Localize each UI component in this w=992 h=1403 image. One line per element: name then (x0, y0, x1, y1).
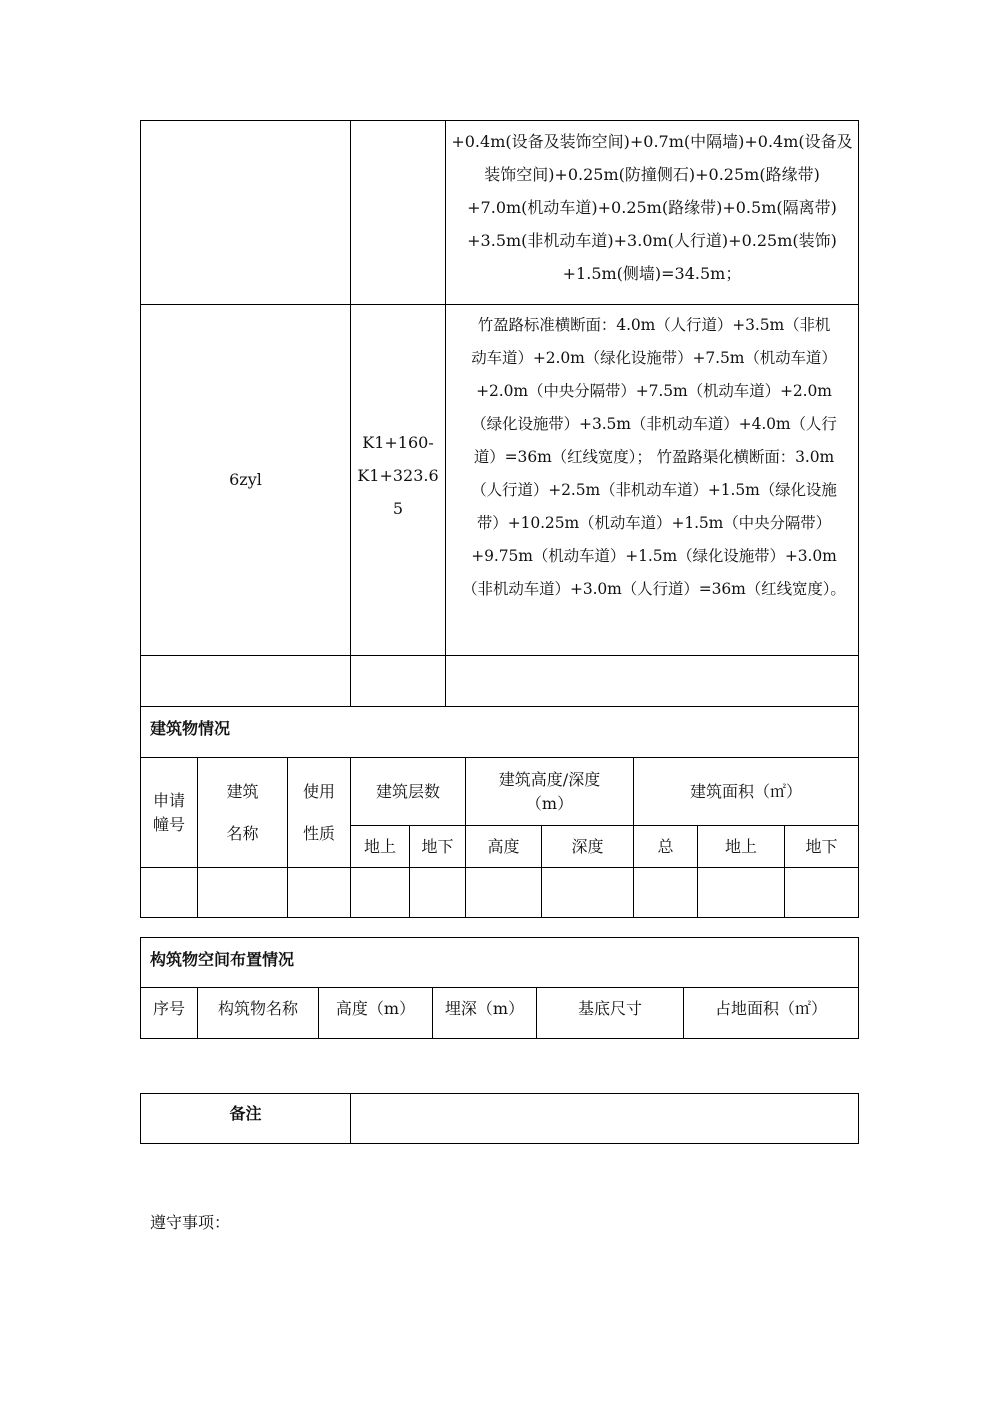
structure-header-height: 高度（m） (335, 999, 416, 1018)
row2-id: 6zyl (229, 470, 262, 489)
header-line: 使用 (302, 781, 335, 801)
row2-desc-line: 竹盈路标准横断面：4.0m（人行道）+3.5m（非机 (477, 316, 831, 334)
structure-header-name: 构筑物名称 (217, 999, 298, 1018)
row2-desc-line: +9.75m（机动车道）+1.5m（绿化设施带）+3.0m (471, 547, 837, 565)
floors-above-header: 地上 (363, 836, 396, 856)
row2-desc-line: （非机动车道）+3.0m（人行道）=36m（红线宽度）。 (462, 580, 846, 598)
header-line: 性质 (302, 823, 335, 843)
structure-header-depth: 埋深（m） (444, 999, 525, 1018)
structure-header-seq: 序号 (152, 999, 185, 1018)
depth-header: 深度 (571, 836, 604, 856)
header-line: 名称 (226, 823, 259, 843)
row2-desc-line: （绿化设施带）+3.5m（非机动车道）+4.0m（人行 (471, 415, 837, 433)
row2-desc-line: 带）+10.25m（机动车道）+1.5m（中央分隔带） (476, 514, 832, 532)
structure-section-title: 构筑物空间布置情况 (150, 950, 295, 969)
header-line: 建筑 (226, 781, 259, 801)
row2-description (446, 309, 862, 606)
row1-desc-line: +0.4m(设备及装饰空间)+0.7m(中隔墙)+0.4m(设备及 (451, 132, 853, 151)
floors-below-header: 地下 (421, 836, 454, 856)
area-above-header: 地上 (724, 836, 757, 856)
floors-header: 建筑层数 (375, 781, 440, 801)
row1-desc-line: +3.5m(非机动车道)+3.0m(人行道)+0.25m(装饰) (467, 231, 837, 250)
header-line: 建筑高度/深度 (498, 769, 601, 789)
compliance-label: 遵守事项： (150, 1213, 231, 1232)
row1-description (446, 125, 858, 290)
building-section-title: 建筑物情况 (150, 719, 231, 738)
area-total-header: 总 (657, 836, 674, 856)
remarks-label: 备注 (229, 1104, 262, 1123)
row1-desc-line: 装饰空间)+0.25m(防撞侧石)+0.25m(路缘带) (484, 165, 820, 184)
header-line: 申请 (152, 790, 185, 810)
area-below-header: 地下 (805, 836, 838, 856)
row2-desc-line: 动车道）+2.0m（绿化设施带）+7.5m（机动车道） (471, 349, 837, 367)
apply-no-header (141, 758, 197, 867)
row2-desc-line: +2.0m（中央分隔带）+7.5m（机动车道）+2.0m (476, 382, 832, 400)
row2-desc-line: 道）=36m（红线宽度）； 竹盈路渠化横断面：3.0m (473, 448, 835, 466)
header-line: 幢号 (152, 814, 185, 834)
area-header: 建筑面积（㎡） (689, 781, 802, 801)
station-line: 5 (392, 498, 404, 518)
station-line: K1+323.6 (357, 465, 439, 485)
row1-desc-line: +1.5m(侧墙)=34.5m； (562, 264, 742, 283)
structure-header-base-size: 基底尺寸 (577, 999, 642, 1018)
remarks-value[interactable] (351, 1094, 858, 1143)
height-header: 高度 (487, 836, 520, 856)
structure-header-footprint: 占地面积（㎡） (714, 999, 827, 1018)
use-header (288, 758, 350, 867)
row1-desc-line: +7.0m(机动车道)+0.25m(路缘带)+0.5m(隔离带) (467, 198, 837, 217)
row2-station (351, 305, 445, 645)
height-depth-header (466, 758, 633, 825)
row2-desc-line: （人行道）+2.5m（非机动车道）+1.5m（绿化设施 (471, 481, 837, 499)
header-line: （m） (525, 793, 574, 813)
building-name-header (198, 758, 287, 867)
station-line: K1+160- (362, 432, 434, 452)
